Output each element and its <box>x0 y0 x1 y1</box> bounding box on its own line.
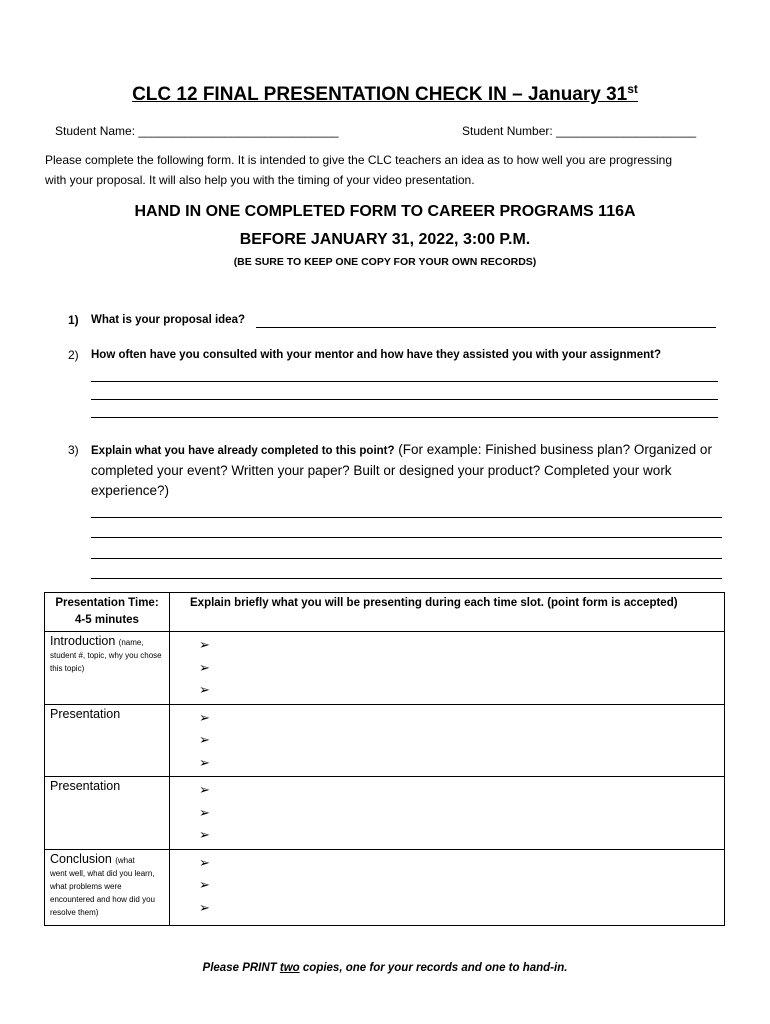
question-2-answer-line[interactable] <box>91 381 718 382</box>
presentation-title: Presentation <box>50 779 121 793</box>
bullet-arrow-icon: ➢ <box>199 659 210 675</box>
footer-post: copies, one for your records and one to hand-in. <box>299 962 568 974</box>
question-1-text: What is your proposal idea? <box>91 314 245 326</box>
question-3-number: 3) <box>68 443 79 457</box>
table-header-row <box>45 593 725 632</box>
introduction-note: student #, topic, why you chose this topic) <box>50 651 162 673</box>
student-name-label: Student Name: <box>55 124 136 138</box>
hand-in-heading: HAND IN ONE COMPLETED FORM TO CAREER PROGRAMS 116A <box>134 203 636 220</box>
keep-copy-note: (BE SURE TO KEEP ONE COPY FOR YOUR OWN RECORDS) <box>233 256 537 268</box>
presentation-title: Presentation <box>50 706 121 721</box>
bullet-arrow-icon: ➢ <box>199 877 210 892</box>
deadline-heading: BEFORE JANUARY 31, 2022, 3:00 P.M. <box>239 231 531 248</box>
bullet-arrow-icon: ➢ <box>199 804 210 820</box>
explain-header: Explain briefly what you will be presenting during each time slot. (point form is accepted) <box>170 593 725 632</box>
question-2-number: 2) <box>68 348 79 362</box>
conclusion-title: Conclusion <box>50 851 112 866</box>
conclusion-answer-cell[interactable] <box>170 849 725 925</box>
form-title <box>0 82 770 106</box>
print-instructions <box>0 962 770 974</box>
table-row <box>45 704 725 777</box>
form-title-text: CLC 12 FINAL PRESENTATION CHECK IN – January 31 <box>132 84 628 105</box>
conclusion-note: went well, what did you learn, what problems were encountered and how did you resolve them) <box>50 868 155 917</box>
presentation-time-table <box>44 592 725 926</box>
bullet-arrow-icon: ➢ <box>199 637 210 652</box>
question-2-text: How often have you consulted with your mentor and how have they assisted you with your assignment? <box>91 349 661 361</box>
bullet-arrow-icon: ➢ <box>199 682 210 697</box>
introduction-title: Introduction <box>50 634 116 648</box>
intro-line-1: Please complete the following form. It is intended to give the CLC teachers an idea as to how well you are progressing <box>45 153 673 167</box>
presentation-answer-cell[interactable] <box>170 777 725 850</box>
question-3-answer-line[interactable] <box>91 578 722 579</box>
introduction-note-inline: (name, <box>118 638 144 647</box>
introduction-cell <box>45 632 170 705</box>
question-1-number: 1) <box>68 313 79 327</box>
question-2-answer-line[interactable] <box>91 399 718 400</box>
bullet-arrow-icon: ➢ <box>199 709 210 725</box>
presentation-answer-cell[interactable] <box>170 704 725 777</box>
bullet-arrow-icon: ➢ <box>199 854 210 870</box>
bullet-arrow-icon: ➢ <box>199 899 210 915</box>
student-name-blank[interactable]: ______________________________ <box>138 124 339 138</box>
question-3-answer-line[interactable] <box>91 537 722 538</box>
intro-line-2: with your proposal. It will also help you with the timing of your video presentation. <box>45 173 475 187</box>
conclusion-note-inline: (what <box>115 855 135 865</box>
table-row <box>45 777 725 850</box>
table-row <box>45 632 725 705</box>
student-number-blank[interactable]: _____________________ <box>556 124 697 138</box>
footer-underlined: two <box>279 962 300 974</box>
question-2-answer-line[interactable] <box>91 417 718 418</box>
presentation-cell <box>45 777 170 850</box>
student-number-label: Student Number: <box>462 124 553 138</box>
question-3-bold: Explain what you have already completed to this point? <box>91 445 395 457</box>
student-name-field[interactable] <box>55 124 339 138</box>
bullet-arrow-icon: ➢ <box>199 732 210 747</box>
question-3-text <box>91 440 721 501</box>
bullet-arrow-icon: ➢ <box>199 827 210 842</box>
introduction-answer-cell[interactable] <box>170 632 725 705</box>
footer-pre: Please PRINT <box>202 962 280 974</box>
question-3-answer-line[interactable] <box>91 517 722 518</box>
bullet-arrow-icon: ➢ <box>199 782 210 797</box>
conclusion-cell <box>45 849 170 925</box>
student-number-field[interactable] <box>462 124 696 138</box>
intro-paragraph <box>45 150 735 190</box>
question-1-answer-line[interactable] <box>256 327 716 328</box>
time-header: Presentation Time: 4-5 minutes <box>45 593 170 632</box>
question-3-normal: (For example: Finished business plan? Organized or completed your event? Written your paper? Built or designed your product? Completed your work experience?) <box>91 442 712 498</box>
table-row <box>45 849 725 925</box>
form-title-sup: st <box>627 82 638 96</box>
bullet-arrow-icon: ➢ <box>199 754 210 770</box>
question-3-answer-line[interactable] <box>91 558 722 559</box>
presentation-cell <box>45 704 170 777</box>
